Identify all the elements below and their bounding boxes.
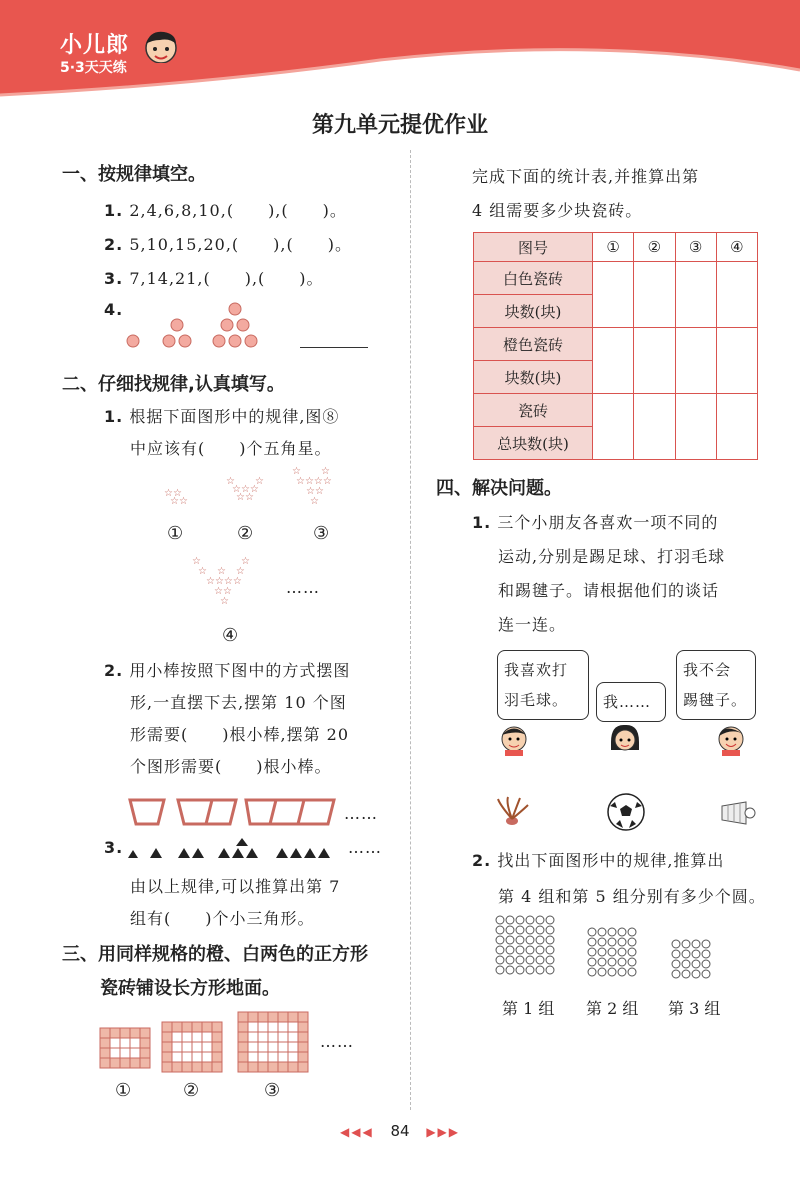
table-header-cell: ①: [593, 233, 634, 262]
section-4-heading: 四、解决问题。: [436, 478, 562, 499]
table-row: [474, 262, 758, 295]
svg-text:☆☆: ☆☆: [170, 496, 188, 507]
section-3-heading-l1: 三、用同样规格的橙、白两色的正方形: [62, 944, 368, 965]
s2-q1-l2: 中应该有( )个五角星。: [130, 439, 332, 458]
table-cell-blank[interactable]: [634, 394, 675, 460]
svg-text:☆☆: ☆☆: [236, 492, 254, 503]
s2-q3-num: 3.: [104, 838, 124, 857]
s2-q2-line1: [104, 658, 350, 681]
group-label-1: 第 1 组: [502, 999, 555, 1018]
tile-floor-figures: [98, 1010, 318, 1080]
svg-text:☆ ☆: ☆ ☆: [292, 466, 330, 477]
s4-q2-line1: [472, 848, 724, 871]
section-1-heading: 一、按规律填空。: [62, 164, 206, 185]
speech-bubble-1: [497, 650, 589, 720]
table-cell-blank[interactable]: [675, 262, 716, 328]
table-row: [474, 328, 758, 361]
table-cell-blank[interactable]: [716, 262, 757, 328]
tile-label-1: ①: [115, 1080, 132, 1101]
speech-bubble-3: [676, 650, 756, 720]
svg-text:☆☆☆☆: ☆☆☆☆: [296, 476, 332, 487]
row-label-orange-l2: 块数(块): [474, 361, 593, 394]
column-divider: [410, 150, 411, 1110]
boy-face-icon: [714, 722, 748, 756]
s1-q2-text: 5,10,15,20,( ),( )。: [129, 235, 352, 254]
s2-q2-l3: 形需要( )根小棒,摆第 20: [130, 725, 350, 744]
row-label-white-l1: 白色瓷砖: [474, 262, 593, 295]
group-label-3: 第 3 组: [668, 999, 721, 1018]
fig-label-3: ③: [313, 523, 330, 544]
table-cell-blank[interactable]: [675, 328, 716, 394]
s1-q2-num: 2.: [104, 235, 124, 254]
svg-text:☆ ☆ ☆: ☆ ☆ ☆: [198, 566, 245, 577]
tile-stats-table: [473, 232, 758, 460]
girl-face-icon: [608, 722, 642, 756]
s1-q4: [104, 300, 123, 319]
s4-q1-line1: [472, 510, 718, 533]
s2-q1-line1: [104, 404, 339, 427]
svg-text:☆☆☆: ☆☆☆: [232, 484, 259, 495]
row-label-total-l1: 瓷砖: [474, 394, 593, 427]
fig-label-1: ①: [167, 523, 184, 544]
badminton-shuttle-icon: [716, 800, 756, 826]
s4-q2-l2: 第 4 组和第 5 组分别有多少个圆。: [498, 887, 766, 906]
s2-q1-l1: 根据下面图形中的规律,图⑧: [129, 407, 340, 426]
table-header-cell: ④: [716, 233, 757, 262]
circle-group-figures: [494, 914, 734, 986]
s4-q2-num: 2.: [472, 851, 492, 870]
star-ellipsis: ……: [286, 578, 320, 597]
s2-q2-l4: 个图形需要( )根小棒。: [130, 757, 332, 776]
brand-logo: [60, 28, 129, 77]
star-pattern-figures: [150, 462, 380, 617]
s2-q3-l2: 组有( )个小三角形。: [130, 909, 315, 928]
table-row: [474, 394, 758, 427]
page-title: 第九单元提优作业: [311, 113, 488, 138]
s2-q2-l1: 用小棒按照下图中的方式摆图: [129, 661, 351, 680]
table-cell-blank[interactable]: [593, 394, 634, 460]
page-number: 84: [390, 1122, 410, 1140]
svg-text:☆☆: ☆☆: [214, 586, 232, 597]
bubble1-l2: 羽毛球。: [504, 691, 569, 709]
s1-q3: [104, 266, 324, 289]
section-3-heading-l2: 瓷砖铺设长方形地面。: [100, 978, 280, 999]
soccer-ball-icon: [606, 792, 646, 832]
table-cell-blank[interactable]: [675, 394, 716, 460]
s1-q4-num: 4.: [104, 300, 124, 319]
s1-q3-num: 3.: [104, 269, 124, 288]
bubble2-text: 我……: [603, 693, 652, 711]
s4-q1-num: 1.: [472, 513, 492, 532]
s3-cont-l1: 完成下面的统计表,并推算出第: [472, 167, 700, 186]
child-face-icon: [497, 722, 531, 756]
tile-label-2: ②: [183, 1080, 200, 1101]
triangle-ellipsis: ……: [348, 838, 382, 857]
stick-ellipsis: ……: [344, 804, 378, 823]
table-cell-blank[interactable]: [716, 328, 757, 394]
bubble3-l2: 踢毽子。: [683, 691, 748, 709]
s1-q3-text: 7,14,21,( ),( )。: [129, 269, 324, 288]
s4-q1-l3: 和踢毽子。请根据他们的谈话: [498, 581, 720, 600]
table-cell-blank[interactable]: [593, 328, 634, 394]
next-arrows-icon: ▶▶▶: [426, 1125, 461, 1139]
s1-q1: [104, 198, 347, 221]
s2-q3-num-line: [104, 838, 123, 857]
s4-q2-l1: 找出下面图形中的规律,推算出: [497, 851, 725, 870]
s2-q2-num: 2.: [104, 661, 124, 680]
stick-trapezoid-pattern: [126, 796, 341, 828]
svg-text:☆☆: ☆☆: [306, 486, 324, 497]
shuttlecock-kick-icon: [494, 795, 530, 827]
table-header-row: [474, 233, 758, 262]
prev-arrows-icon: ◀◀◀: [339, 1125, 374, 1139]
s2-q1-num: 1.: [104, 407, 124, 426]
row-label-white-l2: 块数(块): [474, 295, 593, 328]
svg-text:☆: ☆: [310, 496, 319, 507]
row-label-orange-l1: 橙色瓷砖: [474, 328, 593, 361]
row-label-total-l2: 总块数(块): [474, 427, 593, 460]
s2-q3-l1: 由以上规律,可以推算出第 7: [130, 877, 341, 896]
svg-text:☆ ☆: ☆ ☆: [226, 476, 264, 487]
page-footer: [0, 1122, 800, 1140]
answer-blank-line: [300, 347, 368, 348]
svg-text:☆☆☆☆: ☆☆☆☆: [206, 576, 242, 587]
fig-label-2: ②: [237, 523, 254, 544]
svg-text:☆☆: ☆☆: [164, 488, 182, 499]
section-2-heading: 二、仔细找规律,认真填写。: [62, 374, 285, 395]
svg-text:☆ ☆: ☆ ☆: [192, 556, 250, 567]
s1-q1-text: 2,4,6,8,10,( ),( )。: [129, 201, 347, 220]
s2-q2-l2: 形,一直摆下去,摆第 10 个图: [130, 693, 347, 712]
logo-subtitle: 5·3天天练: [60, 60, 127, 76]
s4-q1-l2: 运动,分别是踢足球、打羽毛球: [498, 547, 726, 566]
table-cell-blank[interactable]: [634, 328, 675, 394]
bubble1-l1: 我喜欢打: [504, 661, 569, 679]
fig-label-4: ④: [222, 625, 239, 646]
logo-title: 小儿郎: [60, 33, 130, 58]
s1-q2: [104, 232, 352, 255]
group-label-2: 第 2 组: [586, 999, 639, 1018]
table-cell-blank[interactable]: [593, 262, 634, 328]
table-header-cell: 图号: [474, 233, 593, 262]
s3-cont-l2: 4 组需要多少块瓷砖。: [472, 201, 643, 220]
table-header-cell: ③: [675, 233, 716, 262]
triangle-pattern: [126, 838, 346, 864]
mascot-icon: [140, 28, 182, 74]
s4-q1-l4: 连一连。: [498, 615, 567, 634]
tile-ellipsis: ……: [320, 1032, 354, 1051]
circle-triangle-pattern: [125, 300, 265, 350]
svg-text:☆: ☆: [220, 596, 229, 607]
table-header-cell: ②: [634, 233, 675, 262]
table-cell-blank[interactable]: [634, 262, 675, 328]
tile-label-3: ③: [264, 1080, 281, 1101]
speech-bubble-2: [596, 682, 666, 722]
s1-q1-num: 1.: [104, 201, 124, 220]
s4-q1-l1: 三个小朋友各喜欢一项不同的: [497, 513, 719, 532]
table-cell-blank[interactable]: [716, 394, 757, 460]
bubble3-l1: 我不会: [683, 661, 732, 679]
